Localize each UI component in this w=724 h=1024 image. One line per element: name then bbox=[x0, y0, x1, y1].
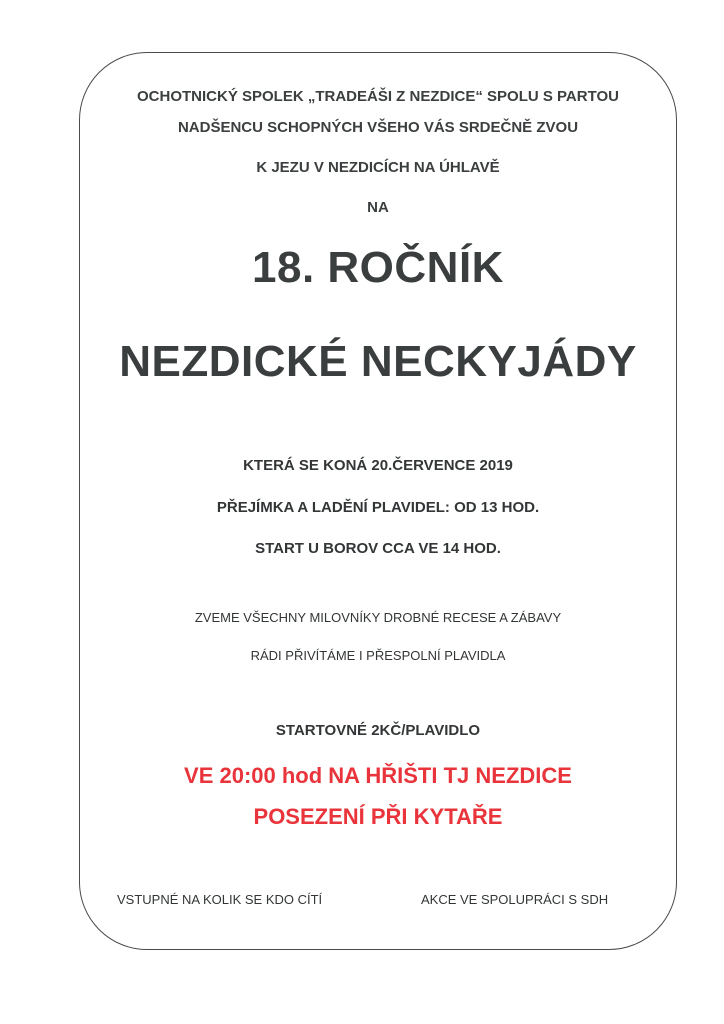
invite-line-2: RÁDI PŘIVÍTÁME I PŘESPOLNÍ PLAVIDLA bbox=[250, 648, 506, 663]
footer-entry-fee: VSTUPNÉ NA KOLIK SE KDO CÍTÍ bbox=[117, 892, 323, 907]
registration-time: PŘEJÍMKA A LADĚNÍ PLAVIDEL: OD 13 HOD. bbox=[216, 499, 540, 516]
intro-line-4: NA bbox=[367, 199, 389, 216]
headline-event: NEZDICKÉ NECKYJÁDY bbox=[119, 337, 637, 386]
evening-program: POSEZENÍ PŘI KYTAŘE bbox=[253, 804, 503, 829]
event-date: KTERÁ SE KONÁ 20.ČERVENCE 2019 bbox=[243, 457, 513, 474]
headline-year: 18. ROČNÍK bbox=[252, 243, 504, 292]
invite-line-1: ZVEME VŠECHNY MILOVNÍKY DROBNÉ RECESE A ZÁBAVY bbox=[194, 610, 562, 625]
starting-fee: STARTOVNÉ 2KČ/PLAVIDLO bbox=[275, 722, 481, 739]
evening-venue: VE 20:00 hod NA HŘIŠTI TJ NEZDICE bbox=[184, 763, 572, 788]
footer-cooperation: AKCE VE SPOLUPRÁCI S SDH bbox=[421, 892, 609, 907]
intro-line-1: OCHOTNICKÝ SPOLEK „TRADEÁŠI Z NEZDICE“ SPOLU S PARTOU bbox=[137, 88, 619, 105]
intro-line-2: NADŠENCU SCHOPNÝCH VŠEHO VÁS SRDEČNĚ ZVOU bbox=[177, 119, 579, 136]
start-time: START U BOROV CCA VE 14 HOD. bbox=[255, 540, 501, 557]
intro-line-3: K JEZU V NEZDICÍCH NA ÚHLAVĚ bbox=[256, 159, 500, 176]
